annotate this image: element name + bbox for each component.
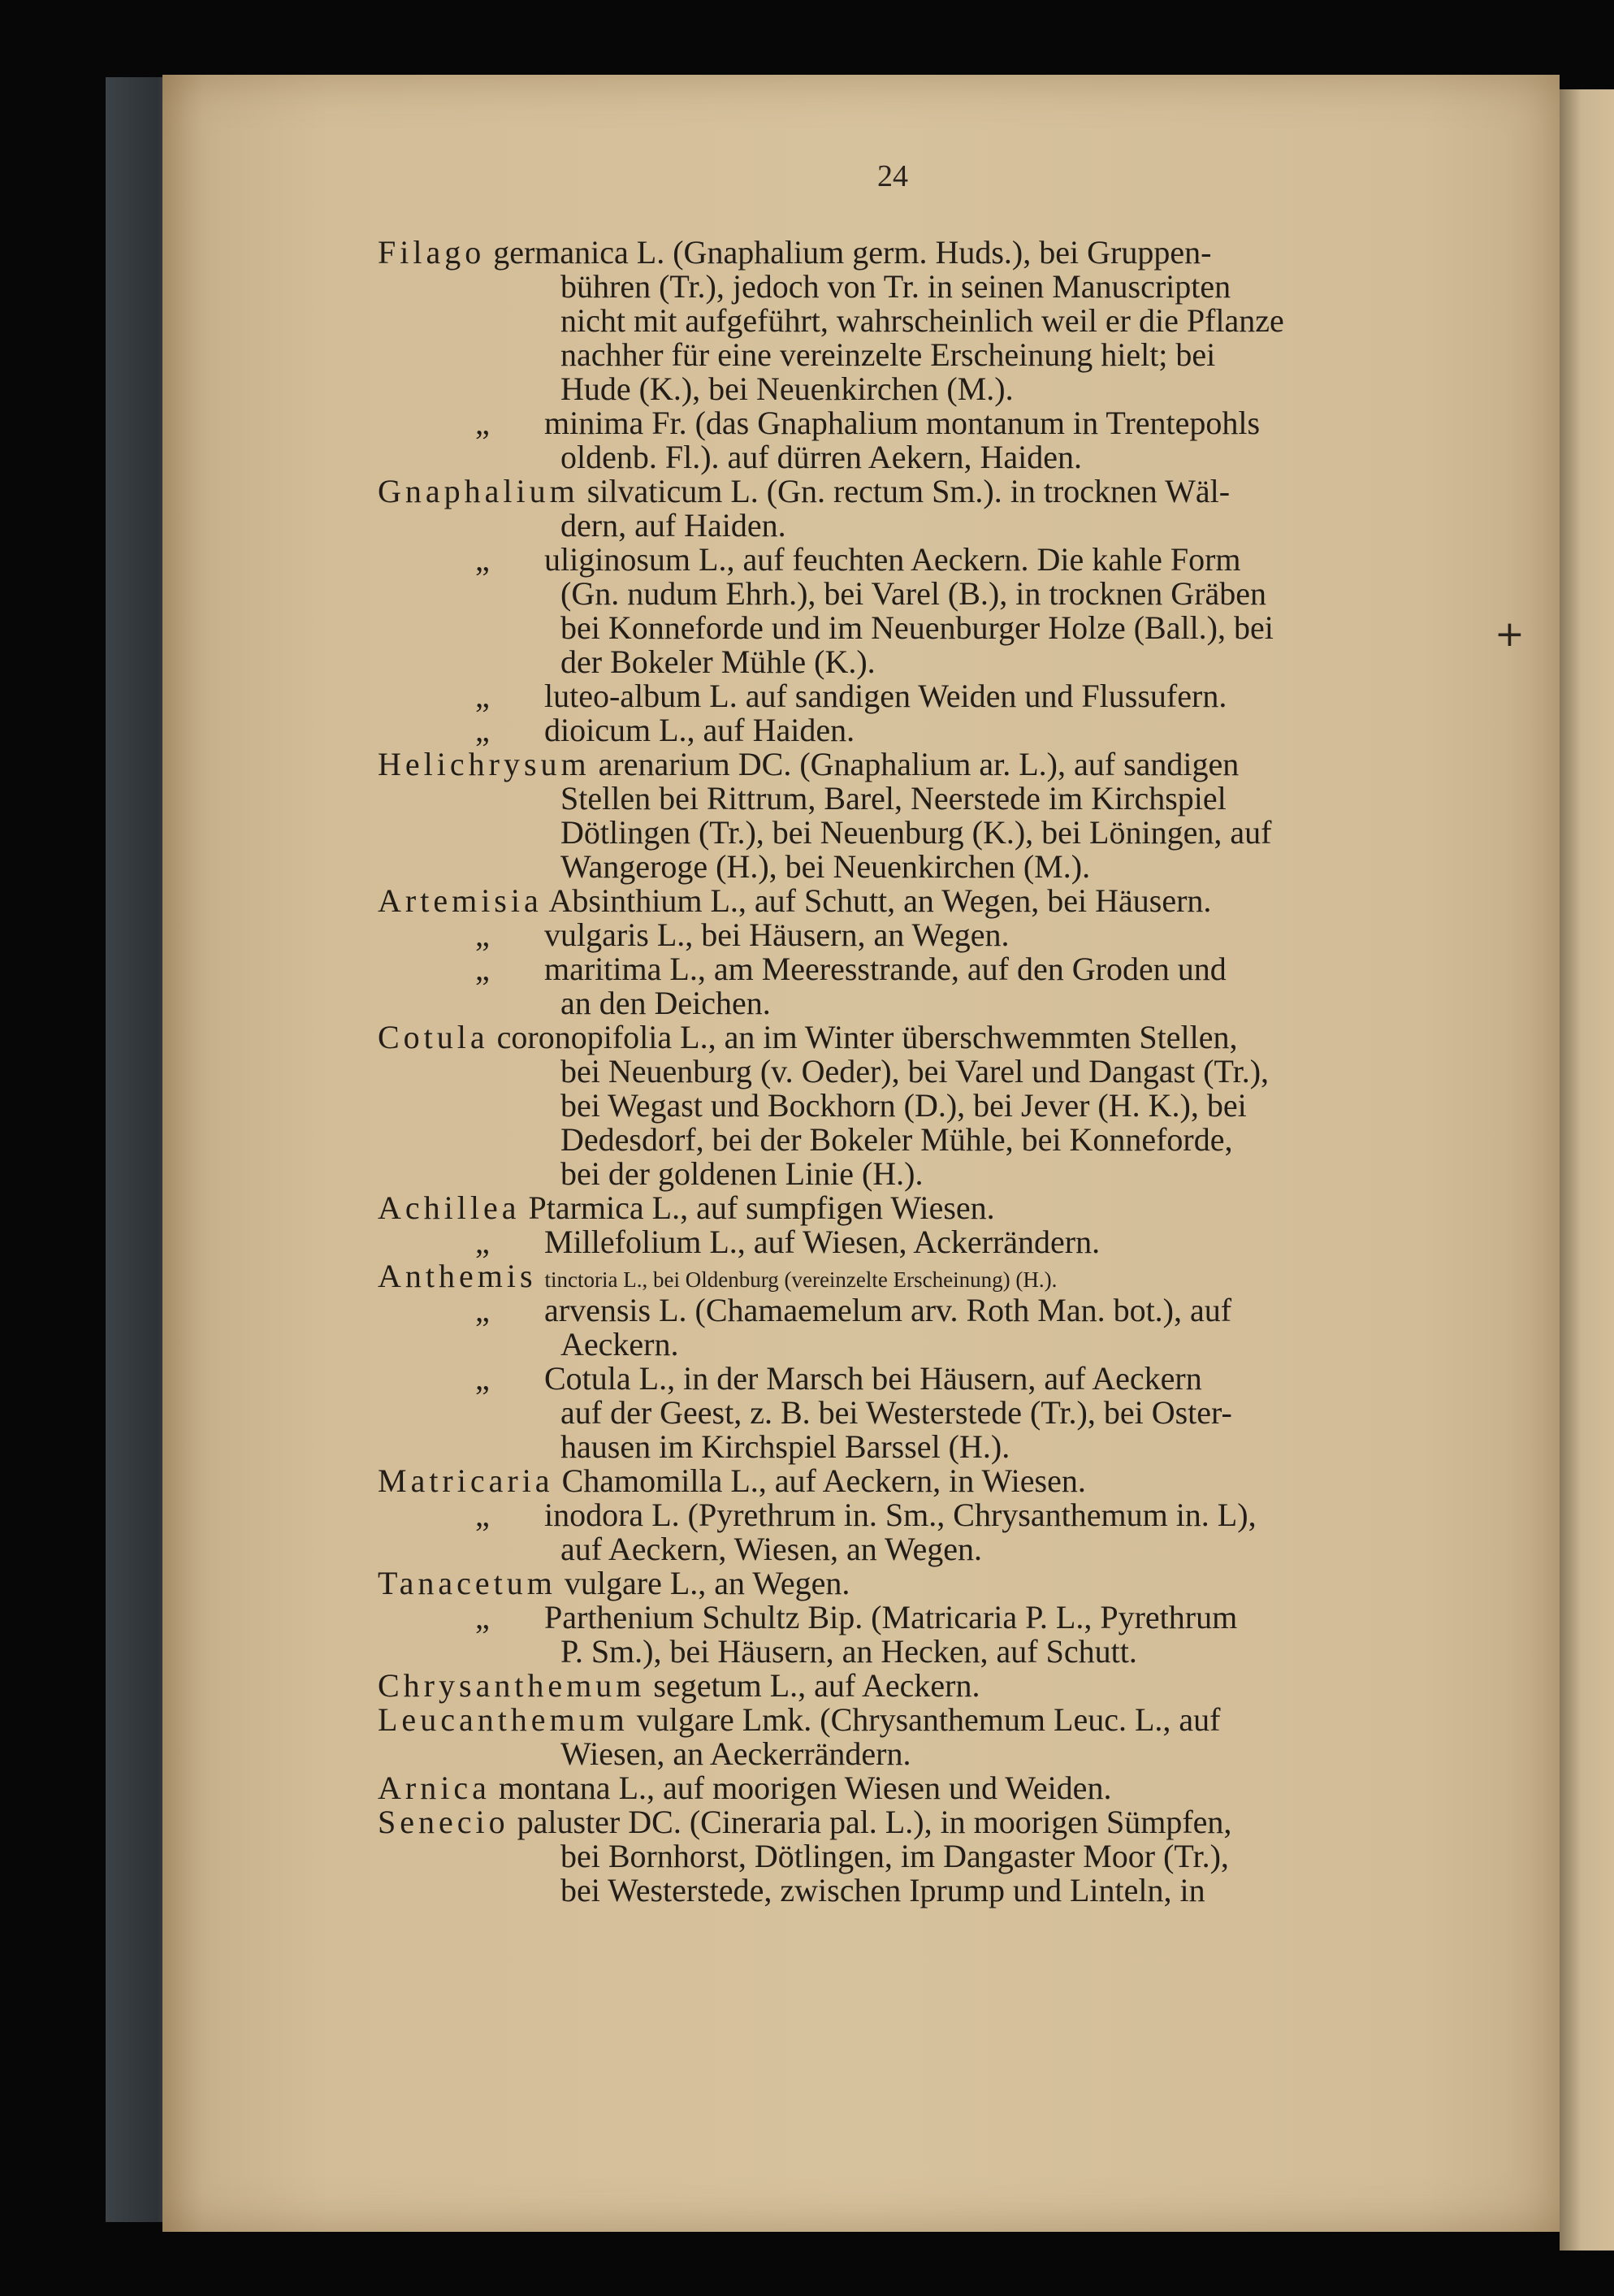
ditto-mark: „ bbox=[475, 1292, 490, 1328]
ditto-mark: „ bbox=[475, 1360, 490, 1397]
entry-first-line bbox=[378, 918, 1434, 952]
species-description: vulgare Lmk. (Chrysanthemum Leuc. L., auf bbox=[636, 1701, 1221, 1738]
species-entry bbox=[378, 1771, 1434, 1805]
entry-continuation-line: P. Sm.), bei Häusern, an Hecken, auf Schutt. bbox=[560, 1633, 1137, 1670]
entry-continuation-line: Stellen bei Rittrum, Barel, Neerstede im Kirchspiel bbox=[560, 780, 1227, 817]
species-entry bbox=[378, 1566, 1434, 1601]
entry-continuation-line: Dötlingen (Tr.), bei Neuenburg (K.), bei Löningen, auf bbox=[560, 814, 1272, 851]
ditto-mark: „ bbox=[475, 951, 490, 987]
species-description: arenarium DC. (Gnaphalium ar. L.), auf sandigen bbox=[598, 746, 1240, 782]
entry-continuation-line: bei Bornhorst, Dötlingen, im Dangaster Moor (Tr.), bbox=[560, 1838, 1229, 1874]
entry-first-line bbox=[378, 1225, 1434, 1259]
species-entry bbox=[378, 1805, 1434, 1908]
species-entry bbox=[378, 679, 1434, 713]
species-description: paluster DC. (Cineraria pal. L.), in moorigen Sümpfen, bbox=[517, 1804, 1232, 1840]
ditto-mark: „ bbox=[475, 541, 490, 578]
entry-first-line bbox=[378, 1601, 1434, 1635]
entry-first-line bbox=[378, 1362, 1434, 1396]
ditto-mark: „ bbox=[475, 405, 490, 441]
entry-continuation-line: nachher für eine vereinzelte Erscheinung hielt; bei bbox=[560, 336, 1216, 373]
ditto-mark: „ bbox=[475, 1224, 490, 1260]
species-description: Parthenium Schultz Bip. (Matricaria P. L., Pyrethrum bbox=[544, 1599, 1238, 1635]
entry-first-line bbox=[378, 679, 1434, 713]
ditto-mark: „ bbox=[475, 712, 490, 748]
species-entry bbox=[378, 543, 1434, 679]
genus-name: Arnica bbox=[378, 1770, 491, 1806]
species-description: maritima L., am Meeresstrande, auf den Groden und bbox=[544, 951, 1227, 987]
species-entry bbox=[378, 1020, 1434, 1191]
species-description: tinctoria L., bei Oldenburg (vereinzelte Erscheinung) (H.). bbox=[544, 1267, 1058, 1292]
page-number: 24 bbox=[877, 159, 908, 193]
species-entry bbox=[378, 1601, 1434, 1669]
species-entry bbox=[378, 1464, 1434, 1498]
species-entry bbox=[378, 474, 1434, 543]
entry-continuation-line: bei der goldenen Linie (H.). bbox=[560, 1155, 924, 1192]
species-entry bbox=[378, 1259, 1434, 1293]
entry-continuation-line: auf Aeckern, Wiesen, an Wegen. bbox=[560, 1531, 983, 1567]
entry-first-line bbox=[378, 1703, 1434, 1737]
entry-first-line bbox=[378, 713, 1434, 747]
species-description: inodora L. (Pyrethrum in. Sm., Chrysanthemum in. L), bbox=[544, 1497, 1257, 1533]
entry-first-line bbox=[378, 1259, 1434, 1293]
species-description: Chamomilla L., auf Aeckern, in Wiesen. bbox=[561, 1462, 1086, 1499]
species-description: silvaticum L. (Gn. rectum Sm.). in trocknen Wäl- bbox=[586, 473, 1231, 509]
genus-name: Leucanthemum bbox=[378, 1701, 629, 1738]
entry-first-line bbox=[378, 406, 1434, 440]
species-description: dioicum L., auf Haiden. bbox=[544, 712, 855, 748]
species-description: Millefolium L., auf Wiesen, Ackerrändern. bbox=[544, 1224, 1101, 1260]
species-entry bbox=[378, 1225, 1434, 1259]
species-description: vulgaris L., bei Häusern, an Wegen. bbox=[544, 916, 1010, 953]
species-description: germanica L. (Gnaphalium germ. Huds.), bei Gruppen- bbox=[493, 234, 1212, 271]
species-entry bbox=[378, 952, 1434, 1020]
genus-name: Filago bbox=[378, 234, 486, 271]
species-entry bbox=[378, 713, 1434, 747]
entry-first-line bbox=[378, 1669, 1434, 1703]
species-list bbox=[378, 236, 1434, 1908]
entry-first-line bbox=[378, 1191, 1434, 1225]
species-description: vulgare L., an Wegen. bbox=[564, 1565, 850, 1601]
species-entry bbox=[378, 1191, 1434, 1225]
ditto-mark: „ bbox=[475, 1599, 490, 1635]
entry-continuation-line: bei Neuenburg (v. Oeder), bei Varel und Dangast (Tr.), bbox=[560, 1053, 1270, 1090]
species-description: minima Fr. (das Gnaphalium montanum in Trentepohls bbox=[544, 405, 1261, 441]
genus-name: Cotula bbox=[378, 1019, 489, 1055]
species-description: luteo-album L. auf sandigen Weiden und Flussufern. bbox=[544, 678, 1227, 714]
entry-continuation-line: (Gn. nudum Ehrh.), bei Varel (B.), in trocknen Gräben bbox=[560, 575, 1267, 612]
entry-continuation-line: an den Deichen. bbox=[560, 985, 771, 1021]
species-entry bbox=[378, 1703, 1434, 1771]
entry-continuation-line: Hude (K.), bei Neuenkirchen (M.). bbox=[560, 370, 1014, 407]
genus-name: Gnaphalium bbox=[378, 473, 579, 509]
species-description: montana L., auf moorigen Wiesen und Weiden. bbox=[498, 1770, 1112, 1806]
entry-continuation-line: Wiesen, an Aeckerrändern. bbox=[560, 1735, 911, 1772]
species-description: segetum L., auf Aeckern. bbox=[653, 1667, 980, 1704]
entry-continuation-line: auf der Geest, z. B. bei Westerstede (Tr.), bei Oster- bbox=[560, 1394, 1232, 1431]
genus-name: Anthemis bbox=[378, 1258, 537, 1294]
species-entry bbox=[378, 884, 1434, 918]
entry-continuation-line: oldenb. Fl.). auf dürren Aekern, Haiden. bbox=[560, 439, 1083, 475]
genus-name: Chrysanthemum bbox=[378, 1667, 646, 1704]
entry-continuation-line: Aeckern. bbox=[560, 1326, 679, 1362]
entry-first-line bbox=[378, 543, 1434, 577]
entry-first-line bbox=[378, 747, 1434, 782]
species-description: uliginosum L., auf feuchten Aeckern. Die kahle Form bbox=[544, 541, 1241, 578]
margin-annotation: + bbox=[1495, 613, 1525, 655]
entry-first-line bbox=[378, 236, 1434, 270]
entry-continuation-line: hausen im Kirchspiel Barssel (H.). bbox=[560, 1428, 1010, 1465]
genus-name: Senecio bbox=[378, 1804, 509, 1840]
entry-continuation-line: der Bokeler Mühle (K.). bbox=[560, 643, 876, 680]
species-description: Ptarmica L., auf sumpfigen Wiesen. bbox=[528, 1189, 995, 1226]
entry-continuation-line: Wangeroge (H.), bei Neuenkirchen (M.). bbox=[560, 848, 1091, 885]
facing-page-edge bbox=[1560, 89, 1614, 2251]
entry-continuation-line: bei Konneforde und im Neuenburger Holze (Ball.), bei bbox=[560, 609, 1274, 646]
entry-continuation-line: Dedesdorf, bei der Bokeler Mühle, bei Konneforde, bbox=[560, 1121, 1233, 1158]
species-entry bbox=[378, 1293, 1434, 1362]
ditto-mark: „ bbox=[475, 916, 490, 953]
entry-first-line bbox=[378, 1566, 1434, 1601]
entry-first-line bbox=[378, 1498, 1434, 1532]
entry-first-line bbox=[378, 1771, 1434, 1805]
species-description: arvensis L. (Chamaemelum arv. Roth Man. bot.), auf bbox=[544, 1292, 1232, 1328]
species-entry bbox=[378, 1362, 1434, 1464]
entry-first-line bbox=[378, 1805, 1434, 1839]
species-entry bbox=[378, 747, 1434, 884]
species-entry bbox=[378, 1498, 1434, 1566]
species-entry bbox=[378, 236, 1434, 406]
species-description: Absinthium L., auf Schutt, an Wegen, bei Häusern. bbox=[548, 882, 1212, 919]
entry-continuation-line: bei Wegast und Bockhorn (D.), bei Jever (H. K.), bei bbox=[560, 1087, 1247, 1124]
entry-continuation-line: nicht mit aufgeführt, wahrscheinlich weil er die Pflanze bbox=[560, 302, 1284, 339]
species-entry bbox=[378, 918, 1434, 952]
genus-name: Artemisia bbox=[378, 882, 543, 919]
ditto-mark: „ bbox=[475, 1497, 490, 1533]
genus-name: Achillea bbox=[378, 1189, 521, 1226]
species-entry bbox=[378, 1669, 1434, 1703]
entry-first-line bbox=[378, 884, 1434, 918]
genus-name: Helichrysum bbox=[378, 746, 591, 782]
entry-continuation-line: bei Westerstede, zwischen Iprump und Linteln, in bbox=[560, 1872, 1205, 1908]
ditto-mark: „ bbox=[475, 678, 490, 714]
entry-first-line bbox=[378, 474, 1434, 509]
entry-first-line bbox=[378, 1020, 1434, 1055]
entry-first-line bbox=[378, 952, 1434, 986]
entry-continuation-line: bühren (Tr.), jedoch von Tr. in seinen Manuscripten bbox=[560, 268, 1231, 305]
genus-name: Matricaria bbox=[378, 1462, 554, 1499]
entry-first-line bbox=[378, 1464, 1434, 1498]
genus-name: Tanacetum bbox=[378, 1565, 556, 1601]
entry-continuation-line: dern, auf Haiden. bbox=[560, 507, 786, 544]
species-entry bbox=[378, 406, 1434, 474]
entry-first-line bbox=[378, 1293, 1434, 1328]
species-description: Cotula L., in der Marsch bei Häusern, auf Aeckern bbox=[544, 1360, 1202, 1397]
species-description: coronopifolia L., an im Winter überschwemmten Stellen, bbox=[496, 1019, 1238, 1055]
